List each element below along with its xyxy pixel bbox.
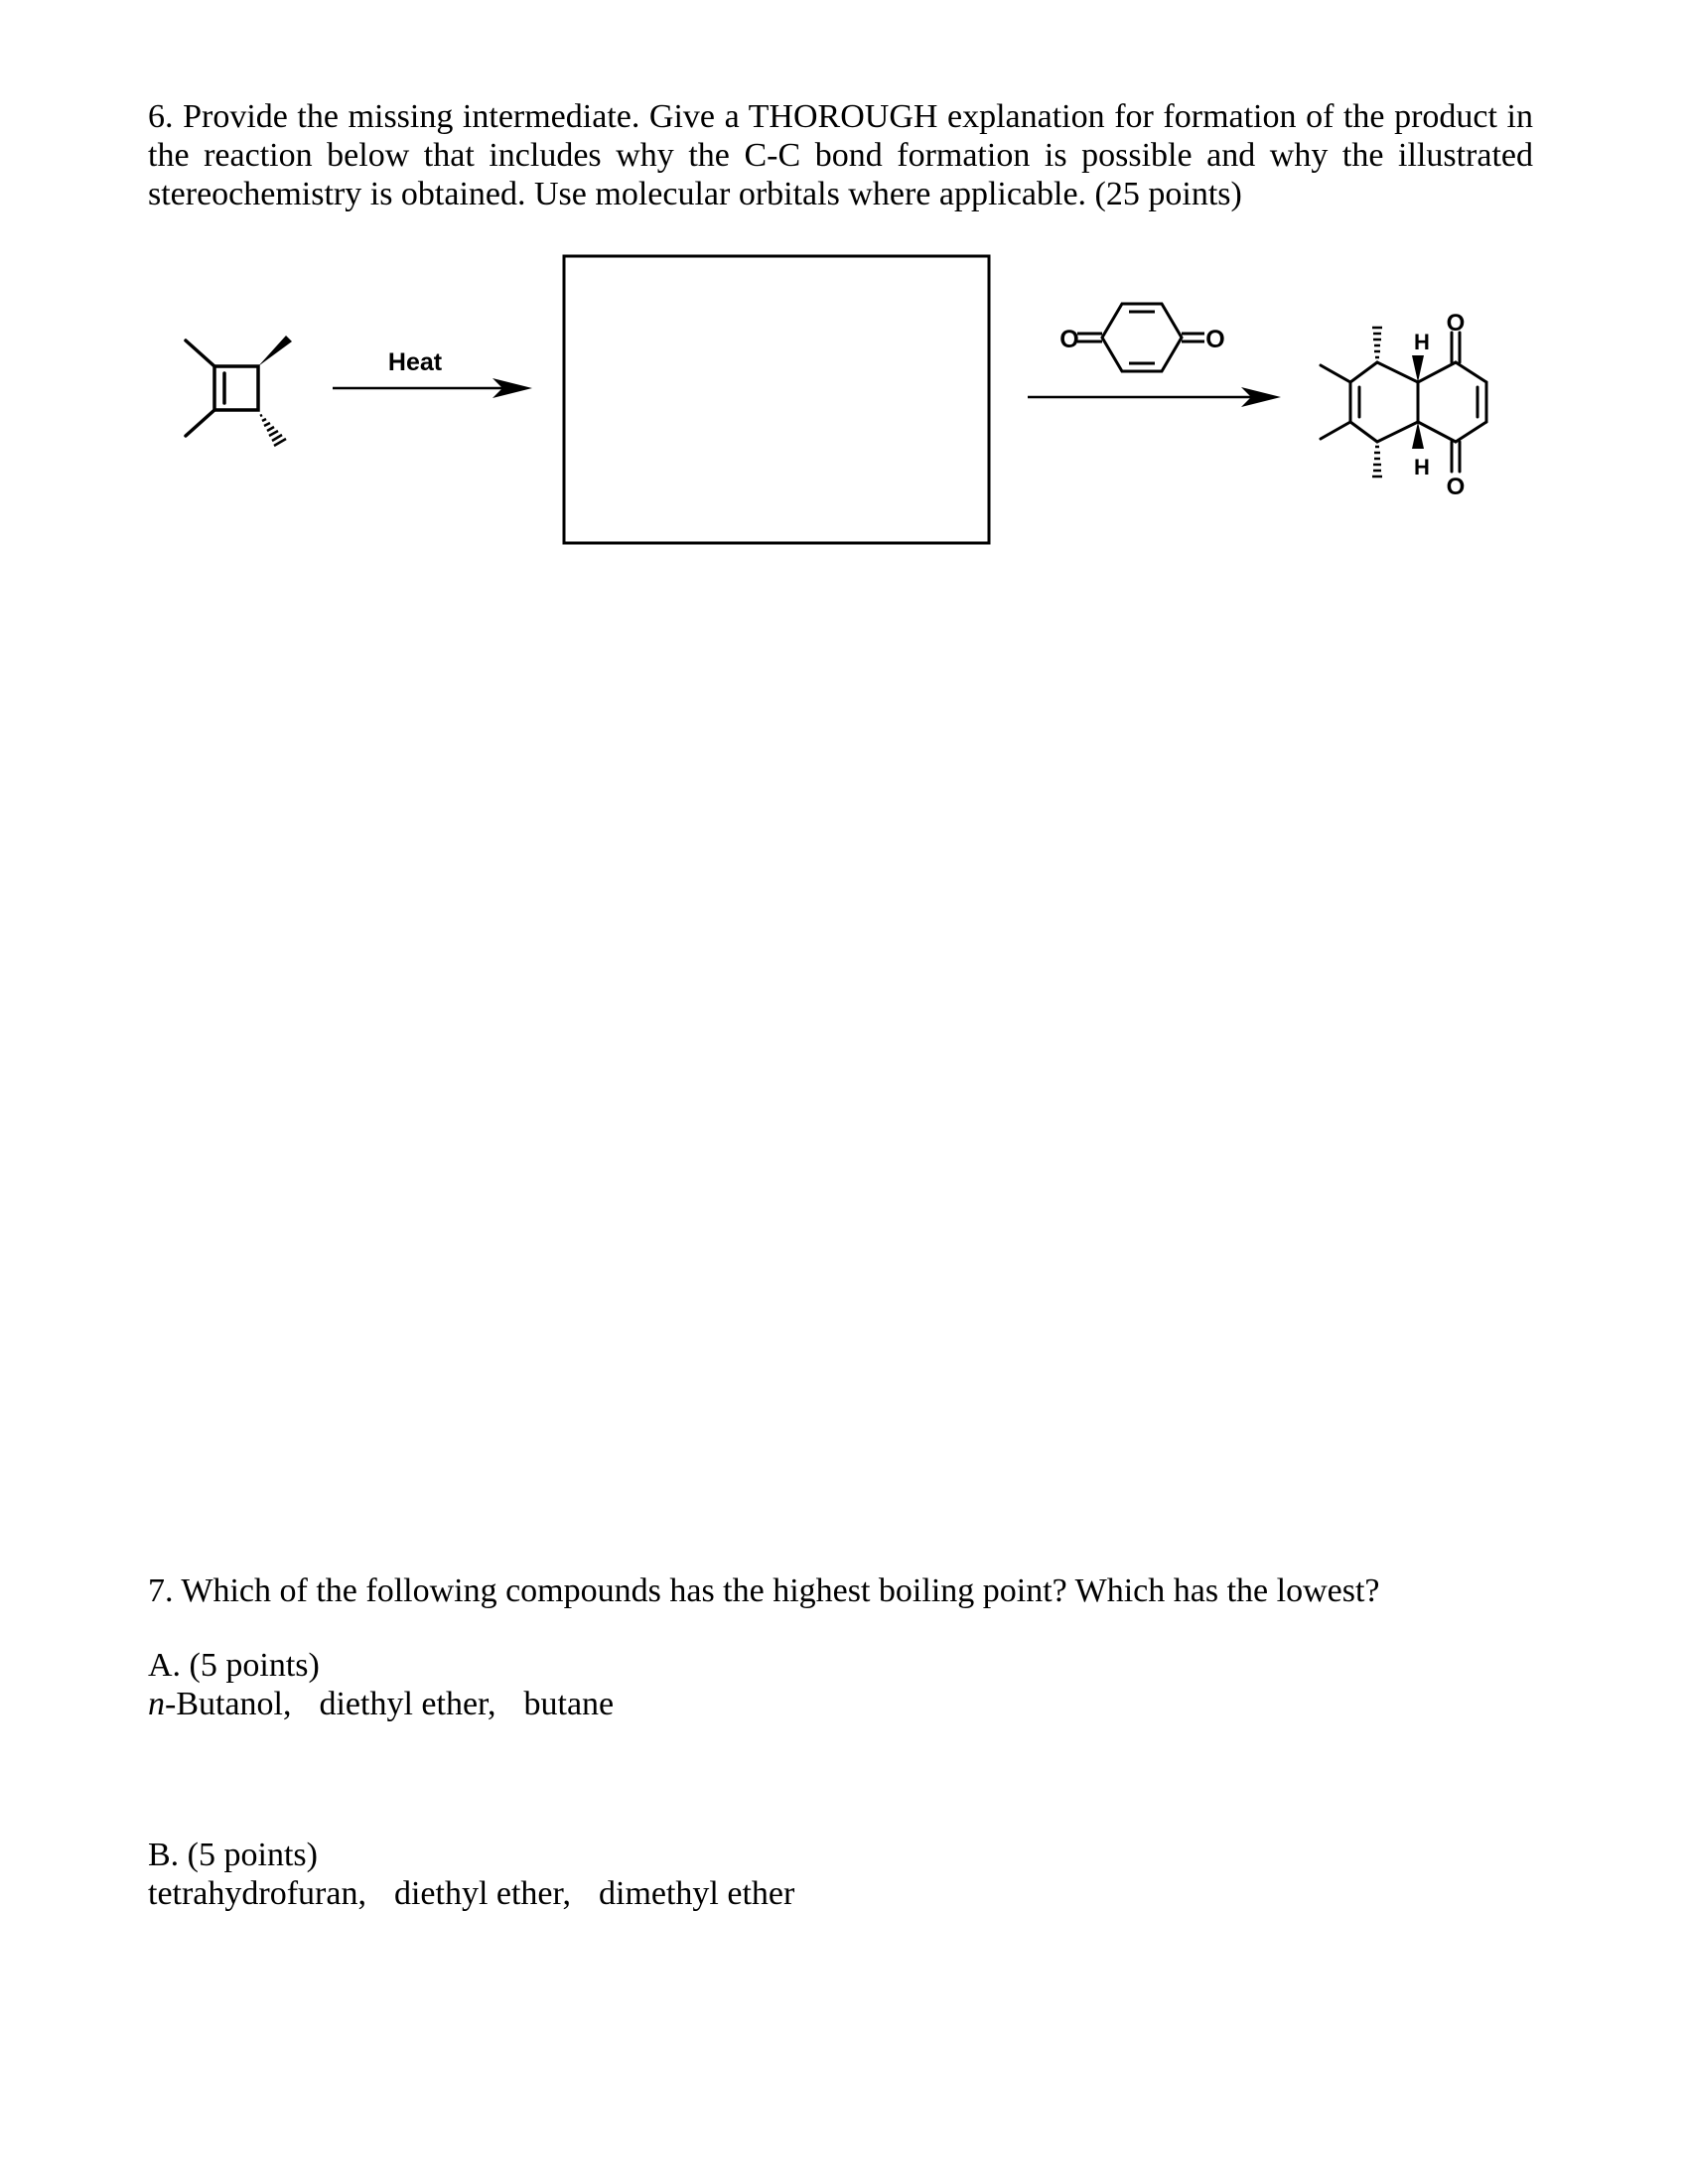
part-a-compound-3: butane bbox=[523, 1686, 615, 1722]
hashed-bond bbox=[260, 415, 286, 446]
question-7-prompt: 7. Which of the following compounds has the highest boiling point? Which has the lowest? bbox=[148, 1572, 1380, 1609]
question-6-line-1: 6. Provide the missing intermediate. Give a THOROUGH explanation for formation of the product in bbox=[148, 98, 1533, 135]
part-b-compound-3: dimethyl ether bbox=[599, 1875, 795, 1912]
part-a-compounds bbox=[148, 1685, 614, 1723]
part-b-header: B. (5 points) bbox=[148, 1837, 318, 1873]
reaction-arrow-1 bbox=[333, 378, 532, 398]
product-o-bottom: O bbox=[1446, 474, 1466, 500]
part-b-compounds bbox=[148, 1874, 794, 1913]
part-b-compound-1: tetrahydrofuran, bbox=[148, 1875, 366, 1912]
question-6-line-2: the reaction below that includes why the C-C bond formation is possible and why the illustrated bbox=[148, 137, 1533, 174]
product-h-top: H bbox=[1414, 330, 1430, 354]
product-hash-top bbox=[1372, 328, 1382, 357]
quinone-oxygen-right: O bbox=[1205, 326, 1225, 353]
product-h-bottom: H bbox=[1414, 455, 1430, 479]
intermediate-answer-box bbox=[564, 256, 989, 543]
benzoquinone-structure bbox=[1077, 304, 1204, 371]
reaction-scheme bbox=[0, 0, 1688, 596]
starting-cyclobutene-structure bbox=[186, 341, 258, 436]
part-a-compound-1: -Butanol, bbox=[165, 1686, 292, 1722]
part-a-header: A. (5 points) bbox=[148, 1647, 320, 1684]
product-wedge-bottom bbox=[1412, 422, 1424, 449]
product-o-top: O bbox=[1446, 310, 1466, 337]
part-a-compound-2: diethyl ether, bbox=[319, 1686, 496, 1722]
product-wedge-top bbox=[1412, 355, 1424, 382]
reaction-arrow-2 bbox=[1028, 387, 1281, 407]
product-hash-bottom bbox=[1372, 447, 1382, 477]
part-b-compound-2: diethyl ether, bbox=[393, 1875, 571, 1912]
product-structure bbox=[1321, 333, 1486, 472]
heat-label: Heat bbox=[387, 348, 443, 376]
part-a-compound-1-prefix: n bbox=[148, 1686, 165, 1722]
question-6-line-3: stereochemistry is obtained. Use molecular orbitals where applicable. (25 points) bbox=[148, 176, 1242, 212]
quinone-oxygen-left: O bbox=[1059, 326, 1079, 353]
wedge-bond bbox=[258, 336, 292, 366]
